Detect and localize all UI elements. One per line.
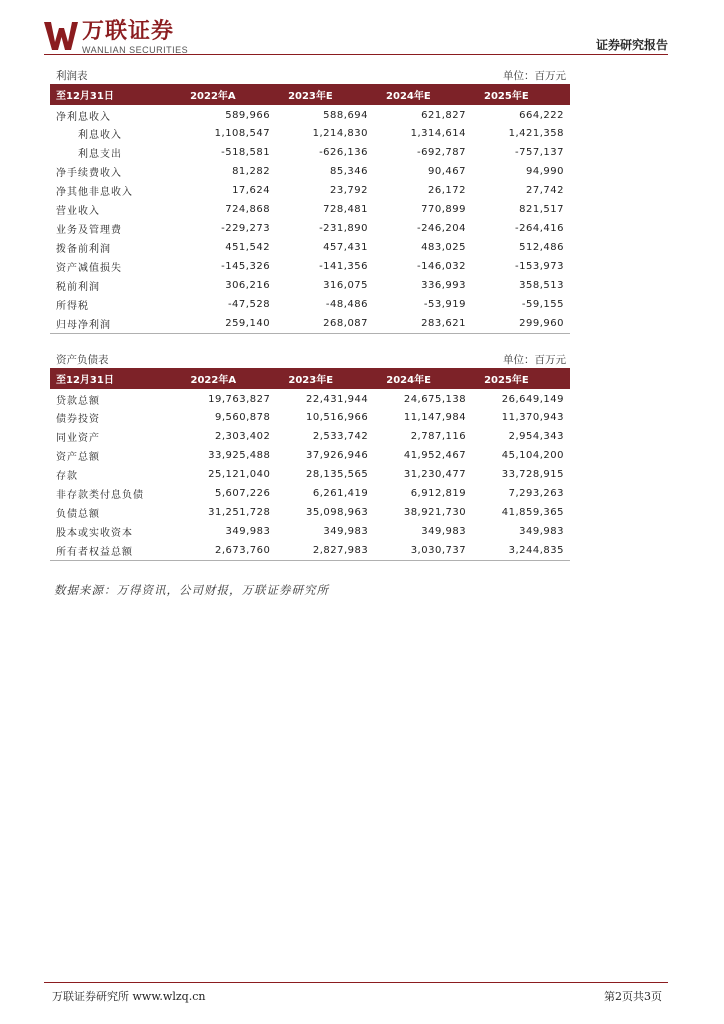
table-cell: 621,827 bbox=[421, 110, 466, 121]
row-label: 负债总额 bbox=[56, 509, 100, 520]
table-cell: 2,954,343 bbox=[508, 431, 564, 442]
row-label: 贷款总额 bbox=[56, 396, 100, 407]
column-header: 2022年A bbox=[190, 91, 236, 102]
table-row bbox=[50, 162, 570, 181]
balance-sheet-table bbox=[50, 368, 570, 561]
logo-chinese-name: 万联证券 bbox=[82, 19, 175, 44]
table-row bbox=[50, 257, 570, 276]
table-cell: 259,140 bbox=[178, 314, 276, 333]
table-cell: 457,431 bbox=[323, 242, 369, 253]
column-header: 2023年E bbox=[288, 375, 334, 386]
table-cell: 7,293,263 bbox=[508, 488, 564, 499]
table-cell: -626,136 bbox=[319, 147, 369, 158]
table-row bbox=[50, 124, 570, 143]
table-cell: -757,137 bbox=[515, 147, 564, 158]
table-cell: 283,621 bbox=[374, 314, 472, 333]
table-cell: 1,314,614 bbox=[410, 128, 466, 139]
table-cell: 451,542 bbox=[225, 242, 271, 253]
row-label: 非存款类付息负债 bbox=[56, 490, 144, 501]
table-cell: -47,528 bbox=[227, 299, 271, 310]
table-row bbox=[50, 200, 570, 219]
table-row bbox=[50, 314, 570, 333]
income-section-head bbox=[56, 68, 570, 83]
row-label: 所得税 bbox=[56, 301, 89, 312]
table-cell: 22,431,944 bbox=[305, 394, 369, 405]
table-cell: 306,216 bbox=[225, 280, 271, 291]
table-cell: 349,983 bbox=[519, 526, 564, 537]
row-label: 同业资产 bbox=[56, 433, 100, 444]
table-cell: 1,421,358 bbox=[508, 128, 564, 139]
table-cell: 3,030,737 bbox=[374, 541, 472, 560]
table-row bbox=[50, 446, 570, 465]
table-cell: 349,983 bbox=[225, 526, 271, 537]
table-cell: 2,533,742 bbox=[312, 431, 369, 442]
column-header: 2025年E bbox=[484, 91, 529, 102]
table-row bbox=[50, 295, 570, 314]
page-number: 第2页共3页 bbox=[604, 990, 662, 1003]
column-header: 至12月31日 bbox=[56, 91, 114, 102]
column-header: 2022年A bbox=[190, 375, 237, 386]
table-row bbox=[50, 408, 570, 427]
table-cell: 27,742 bbox=[526, 185, 564, 196]
table-row bbox=[50, 522, 570, 541]
table-cell: -141,356 bbox=[319, 261, 369, 272]
table-cell: 588,694 bbox=[323, 110, 369, 121]
table-cell: 483,025 bbox=[421, 242, 466, 253]
column-header: 至12月31日 bbox=[56, 375, 114, 386]
row-label: 利息支出 bbox=[78, 149, 122, 160]
table-cell: 33,728,915 bbox=[501, 469, 564, 480]
row-label: 净利息收入 bbox=[56, 112, 111, 123]
table-row bbox=[50, 427, 570, 446]
table-cell: 26,172 bbox=[428, 185, 466, 196]
table-cell: 2,827,983 bbox=[276, 541, 374, 560]
table-header-row bbox=[50, 84, 570, 105]
table-cell: -692,787 bbox=[417, 147, 466, 158]
table-cell: 770,899 bbox=[421, 204, 466, 215]
table-cell: 94,990 bbox=[526, 166, 564, 177]
row-label: 营业收入 bbox=[56, 206, 100, 217]
table-cell: 37,926,946 bbox=[305, 450, 369, 461]
table-cell: 9,560,878 bbox=[214, 412, 271, 423]
table-row bbox=[50, 181, 570, 200]
footer-divider bbox=[44, 982, 668, 983]
table-cell: -518,581 bbox=[221, 147, 271, 158]
balance-title: 资产负债表 bbox=[56, 354, 109, 366]
row-label: 税前利润 bbox=[56, 282, 100, 293]
table-row bbox=[50, 503, 570, 522]
table-cell: 31,230,477 bbox=[403, 469, 467, 480]
column-header: 2025年E bbox=[484, 375, 529, 386]
table-cell: 349,983 bbox=[421, 526, 467, 537]
row-label: 拨备前利润 bbox=[56, 244, 111, 255]
table-cell: 299,960 bbox=[472, 314, 570, 333]
table-cell: 11,370,943 bbox=[501, 412, 564, 423]
table-cell: 724,868 bbox=[225, 204, 271, 215]
table-cell: -145,326 bbox=[221, 261, 271, 272]
table-cell: -153,973 bbox=[515, 261, 564, 272]
table-cell: 5,607,226 bbox=[214, 488, 271, 499]
table-cell: 33,925,488 bbox=[208, 450, 271, 461]
table-cell: 6,912,819 bbox=[410, 488, 467, 499]
table-cell: 26,649,149 bbox=[501, 394, 564, 405]
balance-section-head bbox=[56, 352, 570, 367]
table-cell: -246,204 bbox=[417, 223, 466, 234]
table-cell: 349,983 bbox=[323, 526, 369, 537]
table-row bbox=[50, 105, 570, 124]
table-cell: 38,921,730 bbox=[403, 507, 467, 518]
table-cell: 90,467 bbox=[428, 166, 466, 177]
table-header-row bbox=[50, 368, 570, 389]
table-cell: 41,952,467 bbox=[403, 450, 467, 461]
table-cell: 316,075 bbox=[323, 280, 369, 291]
table-cell: 512,486 bbox=[519, 242, 564, 253]
table-cell: 3,244,835 bbox=[472, 541, 570, 560]
row-label: 资产减值损失 bbox=[56, 263, 122, 274]
row-label: 净手续费收入 bbox=[56, 168, 122, 179]
table-cell: 35,098,963 bbox=[305, 507, 369, 518]
row-label: 业务及管理费 bbox=[56, 225, 122, 236]
table-cell: 25,121,040 bbox=[208, 469, 271, 480]
income-title: 利润表 bbox=[56, 70, 88, 82]
wanlian-logo-icon bbox=[44, 20, 78, 52]
table-row bbox=[50, 389, 570, 408]
row-label: 利息收入 bbox=[78, 130, 122, 141]
table-cell: 41,859,365 bbox=[501, 507, 564, 518]
table-cell: 1,214,830 bbox=[312, 128, 369, 139]
table-cell: 268,087 bbox=[276, 314, 374, 333]
table-cell: 2,787,116 bbox=[410, 431, 467, 442]
balance-unit: 单位：百万元 bbox=[503, 354, 566, 366]
report-type-label: 证券研究报告 bbox=[595, 38, 668, 52]
table-cell: 6,261,419 bbox=[312, 488, 369, 499]
income-statement-table bbox=[50, 84, 570, 334]
row-label: 净其他非息收入 bbox=[56, 187, 133, 198]
column-header: 2024年E bbox=[386, 375, 431, 386]
table-cell: -146,032 bbox=[417, 261, 466, 272]
table-cell: 85,346 bbox=[330, 166, 369, 177]
row-label: 债券投资 bbox=[56, 414, 100, 425]
data-source-note: 数据来源：万得资讯，公司财报，万联证券研究所 bbox=[54, 583, 329, 597]
logo-english-name: WANLIAN SECURITIES bbox=[82, 45, 189, 55]
table-row bbox=[50, 541, 570, 560]
table-cell: -48,486 bbox=[325, 299, 369, 310]
table-row bbox=[50, 238, 570, 257]
table-row bbox=[50, 484, 570, 503]
table-cell: 11,147,984 bbox=[403, 412, 467, 423]
table-cell: 2,303,402 bbox=[214, 431, 271, 442]
row-label: 所有者权益总额 bbox=[50, 541, 179, 560]
table-cell: 728,481 bbox=[323, 204, 369, 215]
table-cell: 24,675,138 bbox=[403, 394, 467, 405]
column-header: 2023年E bbox=[288, 91, 333, 102]
row-label: 股本或实收资本 bbox=[56, 528, 133, 539]
table-cell: 28,135,565 bbox=[305, 469, 369, 480]
table-row bbox=[50, 465, 570, 484]
table-cell: 2,673,760 bbox=[179, 541, 277, 560]
table-cell: 1,108,547 bbox=[214, 128, 271, 139]
row-label: 归母净利润 bbox=[50, 314, 178, 333]
table-cell: -229,273 bbox=[221, 223, 271, 234]
table-cell: 664,222 bbox=[519, 110, 564, 121]
table-row bbox=[50, 276, 570, 295]
table-cell: 81,282 bbox=[232, 166, 271, 177]
table-cell: -53,919 bbox=[423, 299, 466, 310]
column-header: 2024年E bbox=[386, 91, 431, 102]
table-cell: 17,624 bbox=[232, 185, 271, 196]
table-cell: 31,251,728 bbox=[208, 507, 271, 518]
table-cell: 19,763,827 bbox=[208, 394, 271, 405]
table-cell: 23,792 bbox=[330, 185, 369, 196]
row-label: 资产总额 bbox=[56, 452, 100, 463]
table-row bbox=[50, 143, 570, 162]
table-row bbox=[50, 219, 570, 238]
table-cell: -264,416 bbox=[515, 223, 564, 234]
table-cell: 336,993 bbox=[421, 280, 466, 291]
table-cell: 821,517 bbox=[519, 204, 564, 215]
table-cell: 358,513 bbox=[519, 280, 564, 291]
row-label: 存款 bbox=[56, 471, 78, 482]
footer-company-website: 万联证券研究所 www.wlzq.cn bbox=[52, 990, 206, 1003]
table-cell: 45,104,200 bbox=[501, 450, 564, 461]
table-cell: -231,890 bbox=[319, 223, 369, 234]
income-unit: 单位：百万元 bbox=[503, 70, 566, 82]
header-divider bbox=[44, 54, 668, 55]
page-header bbox=[0, 0, 724, 60]
table-cell: 10,516,966 bbox=[305, 412, 369, 423]
table-cell: 589,966 bbox=[225, 110, 271, 121]
table-cell: -59,155 bbox=[521, 299, 564, 310]
company-logo bbox=[44, 20, 188, 55]
